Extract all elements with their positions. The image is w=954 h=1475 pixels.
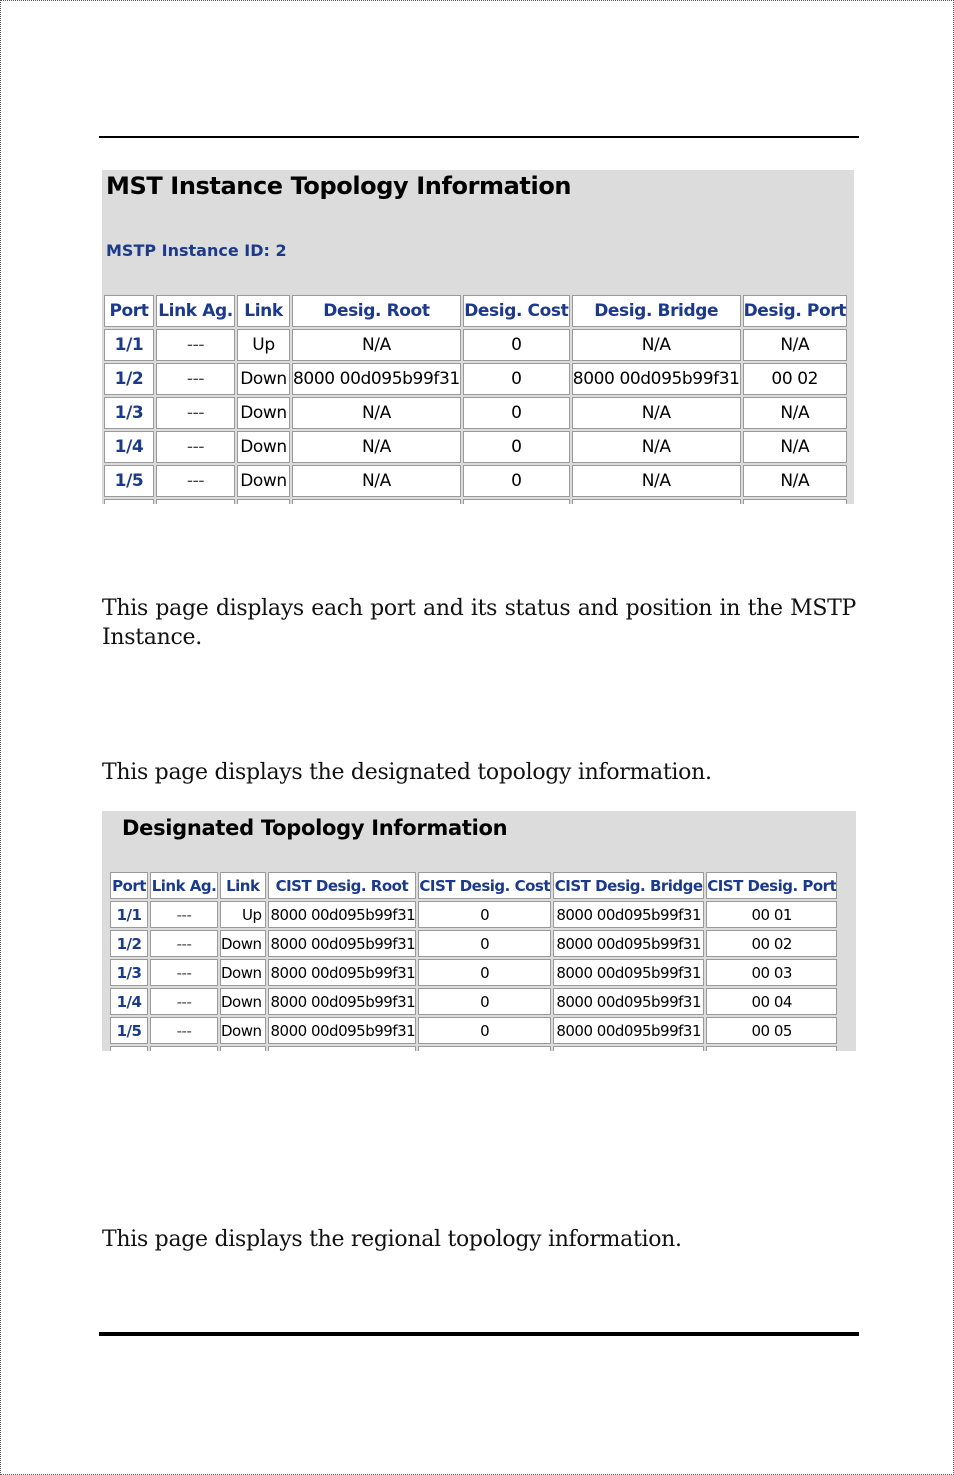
cist-desig-root-cell: 8000 00d095b99f31	[268, 959, 417, 986]
col-header-link-ag: Link Ag.	[150, 872, 218, 899]
desig-bridge-cell: N/A	[572, 329, 741, 361]
port-cell: 1/1	[104, 329, 154, 361]
cist-desig-root-cell: 8000 00d095b99f31	[268, 988, 417, 1015]
paragraph-designated-description: This page displays the designated topology information.	[102, 760, 712, 785]
link-ag-cell: ---	[150, 1017, 218, 1044]
link-cell: Down	[237, 397, 290, 429]
mst-instance-topology-panel	[102, 170, 854, 504]
table-row	[104, 431, 847, 463]
col-header-link: Link	[237, 295, 290, 327]
desig-bridge-cell: 8000 00d095b99f31	[572, 363, 741, 395]
mst-topology-table	[102, 293, 849, 504]
cist-desig-bridge-cell: 8000 00d095b99f31	[553, 1017, 704, 1044]
cist-desig-bridge-cell: 8000 00d095b99f31	[553, 930, 704, 957]
cist-desig-port-cell: 00 05	[706, 1017, 837, 1044]
top-rule	[99, 136, 859, 138]
desig-root-cell: N/A	[292, 329, 461, 361]
link-ag-cell: ---	[156, 465, 235, 497]
col-header-port: Port	[110, 872, 148, 899]
col-header-desig-cost: Desig. Cost	[463, 295, 570, 327]
cist-desig-port-cell: 00 04	[706, 988, 837, 1015]
cist-desig-root-cell: 8000 00d095b99f31	[268, 930, 417, 957]
link-ag-cell: ---	[156, 329, 235, 361]
link-cell: Down	[220, 988, 266, 1015]
port-cell: 1/4	[110, 988, 148, 1015]
link-cell: Down	[237, 431, 290, 463]
cist-desig-root-cell: 8000 00d095b99f31	[268, 1017, 417, 1044]
table-row	[104, 397, 847, 429]
table-header-row	[104, 295, 847, 327]
port-cell: 1/3	[104, 397, 154, 429]
desig-port-cell: 00 02	[743, 363, 847, 395]
link-cell: Down	[220, 930, 266, 957]
designated-topology-table	[108, 870, 839, 1051]
link-ag-cell: ---	[150, 930, 218, 957]
port-cell: 1/1	[110, 901, 148, 928]
link-cell: Up	[220, 901, 266, 928]
link-ag-cell: ---	[156, 397, 235, 429]
port-cell: 1/2	[110, 930, 148, 957]
desig-port-cell: N/A	[743, 431, 847, 463]
link-ag-cell: ---	[150, 988, 218, 1015]
col-header-desig-bridge: Desig. Bridge	[572, 295, 741, 327]
link-ag-cell: ---	[156, 363, 235, 395]
table-row	[110, 988, 837, 1015]
cist-desig-port-cell: 00 02	[706, 930, 837, 957]
table-row	[110, 959, 837, 986]
table-row-partial	[104, 499, 847, 504]
port-cell: 1/2	[104, 363, 154, 395]
desig-root-cell: N/A	[292, 397, 461, 429]
panel-title: Designated Topology Information	[122, 816, 508, 840]
panel-title: MST Instance Topology Information	[106, 172, 572, 200]
link-cell: Down	[220, 959, 266, 986]
desig-cost-cell: 0	[463, 397, 570, 429]
link-ag-cell: ---	[156, 431, 235, 463]
col-header-cist-desig-bridge: CIST Desig. Bridge	[553, 872, 704, 899]
desig-root-cell: N/A	[292, 465, 461, 497]
cist-desig-bridge-cell: 8000 00d095b99f31	[553, 988, 704, 1015]
cist-desig-cost-cell: 0	[418, 901, 551, 928]
cist-desig-cost-cell: 0	[418, 959, 551, 986]
port-cell: 1/5	[110, 1017, 148, 1044]
col-header-desig-root: Desig. Root	[292, 295, 461, 327]
table-row	[104, 329, 847, 361]
cist-desig-cost-cell: 0	[418, 988, 551, 1015]
desig-port-cell: N/A	[743, 465, 847, 497]
desig-port-cell: N/A	[743, 329, 847, 361]
table-row-partial	[110, 1046, 837, 1051]
col-header-link: Link	[220, 872, 266, 899]
table-row	[110, 930, 837, 957]
col-header-desig-port: Desig. Port	[743, 295, 847, 327]
desig-cost-cell: 0	[463, 431, 570, 463]
desig-port-cell: N/A	[743, 397, 847, 429]
table-header-row	[110, 872, 837, 899]
desig-cost-cell: 0	[463, 465, 570, 497]
link-ag-cell: ---	[150, 959, 218, 986]
table-row	[110, 901, 837, 928]
col-header-port: Port	[104, 295, 154, 327]
designated-topology-panel	[102, 811, 856, 1051]
desig-cost-cell: 0	[463, 363, 570, 395]
paragraph-mst-description: This page displays each port and its status and position in the MSTP Instance.	[102, 596, 856, 650]
desig-bridge-cell: N/A	[572, 431, 741, 463]
table-row	[104, 465, 847, 497]
link-cell: Down	[237, 465, 290, 497]
table-row	[110, 1017, 837, 1044]
port-cell: 1/3	[110, 959, 148, 986]
cist-desig-port-cell: 00 03	[706, 959, 837, 986]
paragraph-regional-description: This page displays the regional topology information.	[102, 1227, 682, 1252]
col-header-link-ag: Link Ag.	[156, 295, 235, 327]
cist-desig-port-cell: 00 01	[706, 901, 837, 928]
desig-cost-cell: 0	[463, 329, 570, 361]
link-cell: Down	[220, 1017, 266, 1044]
bottom-rule	[99, 1332, 859, 1336]
port-cell: 1/4	[104, 431, 154, 463]
desig-bridge-cell: N/A	[572, 397, 741, 429]
link-ag-cell: ---	[150, 901, 218, 928]
instance-id-label: MSTP Instance ID: 2	[106, 241, 287, 260]
desig-root-cell: 8000 00d095b99f31	[292, 363, 461, 395]
link-cell: Up	[237, 329, 290, 361]
cist-desig-cost-cell: 0	[418, 930, 551, 957]
col-header-cist-desig-root: CIST Desig. Root	[268, 872, 417, 899]
col-header-cist-desig-cost: CIST Desig. Cost	[418, 872, 551, 899]
cist-desig-root-cell: 8000 00d095b99f31	[268, 901, 417, 928]
desig-root-cell: N/A	[292, 431, 461, 463]
port-cell: 1/5	[104, 465, 154, 497]
col-header-cist-desig-port: CIST Desig. Port	[706, 872, 837, 899]
cist-desig-bridge-cell: 8000 00d095b99f31	[553, 959, 704, 986]
table-row	[104, 363, 847, 395]
cist-desig-cost-cell: 0	[418, 1017, 551, 1044]
link-cell: Down	[237, 363, 290, 395]
desig-bridge-cell: N/A	[572, 465, 741, 497]
cist-desig-bridge-cell: 8000 00d095b99f31	[553, 901, 704, 928]
